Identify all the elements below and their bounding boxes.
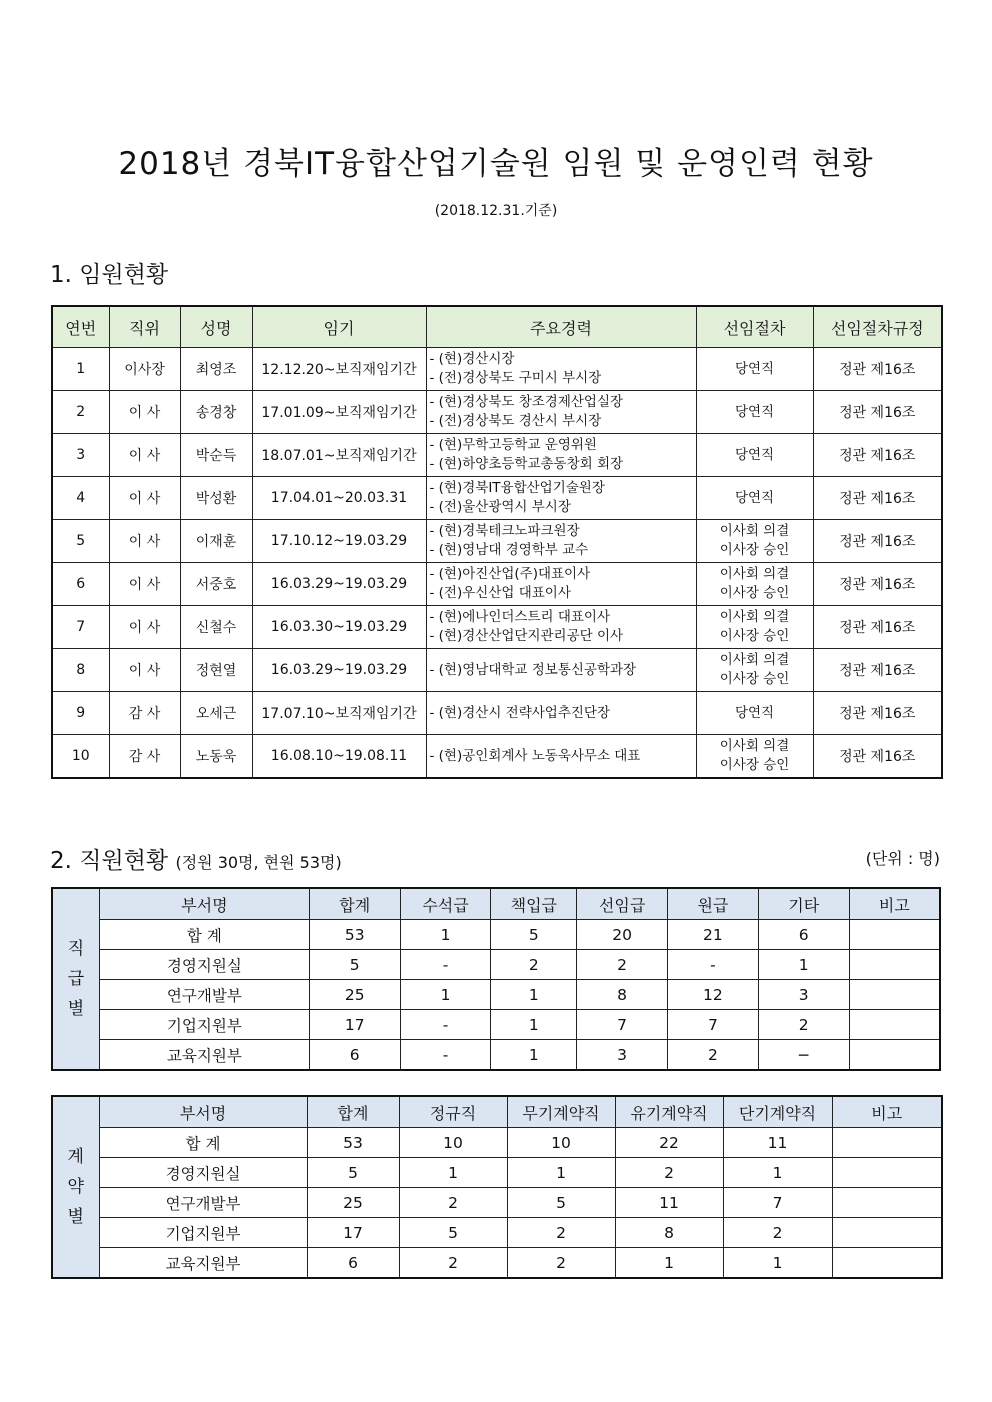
- executive-no: 9: [52, 692, 109, 735]
- executive-row: [52, 692, 942, 735]
- staff-header-cell: 단기계약직: [723, 1096, 832, 1128]
- staff-header-cell: 수석급: [400, 888, 491, 920]
- header-cell: 직위: [109, 306, 180, 348]
- executive-position: 이 사: [109, 391, 180, 434]
- side-label-char: 약: [67, 1177, 84, 1197]
- staff-count: 5: [307, 1158, 399, 1188]
- department-name: 합 계: [99, 920, 309, 950]
- staff-header-cell: 책입급: [491, 888, 577, 920]
- staff-count: 2: [399, 1188, 507, 1218]
- executive-no: 4: [52, 477, 109, 520]
- executive-term: 17.07.10~보직재임기간: [252, 692, 426, 735]
- executive-row: [52, 391, 942, 434]
- side-label-char: 계: [67, 1147, 84, 1167]
- procedure-line: 이사회 의결: [719, 652, 790, 668]
- header-cell: 임기: [252, 306, 426, 348]
- procedure-line: 이사회 의결: [719, 738, 790, 754]
- staff-header-cell: 비고: [849, 888, 940, 920]
- career-line: - (현)경산시 전략사업추진단장: [429, 704, 610, 721]
- section-staff-subtitle: (정원 30명, 현원 53명): [175, 853, 342, 872]
- page-title: 2018년 경북IT융합산업기술원 임원 및 운영인력 현황: [118, 146, 874, 182]
- staff-by-contract-table: [51, 1095, 943, 1279]
- executive-term: 16.03.29~19.03.29: [252, 563, 426, 606]
- career-line: - (전)경상북도 구미시 부시장: [429, 370, 602, 386]
- executive-rule: 정관 제16조: [813, 649, 942, 692]
- staff-count: 20: [577, 920, 668, 950]
- executive-name: 서중호: [180, 563, 252, 606]
- procedure-line: 이사회 의결: [719, 566, 790, 582]
- staff-count: 1: [758, 950, 849, 980]
- staff-count: 2: [399, 1248, 507, 1279]
- staff-count: 10: [399, 1128, 507, 1158]
- career-line: - (전)우신산업 대표이사: [429, 585, 571, 601]
- section-executives-heading: 1. 임원현황: [50, 262, 169, 288]
- career-line: - (현)경산시장: [429, 351, 515, 367]
- executive-row: [52, 348, 942, 391]
- staff-row: [52, 1248, 942, 1279]
- staff-by-grade-table: [51, 887, 941, 1071]
- staff-count: 2: [668, 1040, 759, 1071]
- career-line: - (현)하양초등학교총동창회 회장: [429, 456, 624, 472]
- staff-count: 1: [399, 1158, 507, 1188]
- staff-count: [849, 980, 940, 1010]
- staff-count: 53: [307, 1128, 399, 1158]
- executive-no: 1: [52, 348, 109, 391]
- procedure-line: 이사장 승인: [719, 671, 790, 687]
- executive-no: 7: [52, 606, 109, 649]
- staff-count: 6: [758, 920, 849, 950]
- staff-header-row: [52, 888, 940, 920]
- department-name: 연구개발부: [99, 980, 309, 1010]
- executive-term: 18.07.01~보직재임기간: [252, 434, 426, 477]
- career-line: - (현)경북IT융합산업기술원장: [429, 480, 605, 496]
- staff-header-cell: 합계: [307, 1096, 399, 1128]
- executive-no: 10: [52, 735, 109, 779]
- executive-rule: 정관 제16조: [813, 520, 942, 563]
- department-name: 기업지원부: [99, 1218, 307, 1248]
- side-label-char: 별: [67, 1207, 84, 1227]
- career-line: - (현)경산산업단지관리공단 이사: [429, 628, 624, 644]
- executive-career: [426, 606, 696, 649]
- career-line: - (현)경상북도 창조경제산업실장: [429, 394, 624, 410]
- staff-row: [52, 1010, 940, 1040]
- career-line: - (현)아진산업(주)대표이사: [429, 566, 591, 582]
- executive-row: [52, 477, 942, 520]
- executive-term: 16.03.30~19.03.29: [252, 606, 426, 649]
- staff-count: 6: [309, 1040, 400, 1071]
- executive-row: [52, 520, 942, 563]
- executive-position: 이 사: [109, 520, 180, 563]
- staff-count: 2: [723, 1218, 832, 1248]
- staff-count: 10: [507, 1128, 615, 1158]
- staff-count: 3: [577, 1040, 668, 1071]
- career-line: - (현)영남대학교 정보통신공학과장: [429, 661, 637, 678]
- executive-name: 송경창: [180, 391, 252, 434]
- executive-term: 17.01.09~보직재임기간: [252, 391, 426, 434]
- executive-no: 8: [52, 649, 109, 692]
- procedure-line: 이사장 승인: [719, 585, 790, 601]
- executive-procedure: [696, 606, 813, 649]
- staff-count: 1: [491, 1040, 577, 1071]
- executive-career: [426, 434, 696, 477]
- staff-row: [52, 920, 940, 950]
- staff-count: 7: [577, 1010, 668, 1040]
- department-name: 연구개발부: [99, 1188, 307, 1218]
- procedure-line: 이사장 승인: [719, 542, 790, 558]
- executive-rule: 정관 제16조: [813, 434, 942, 477]
- executive-no: 6: [52, 563, 109, 606]
- career-line: - (현)경북테크노파크원장: [429, 523, 580, 539]
- executive-procedure: [696, 692, 813, 735]
- staff-count: 12: [668, 980, 759, 1010]
- staff-count: 17: [307, 1218, 399, 1248]
- procedure-line: 이사장 승인: [719, 757, 790, 773]
- executive-procedure: [696, 348, 813, 391]
- executive-procedure: [696, 735, 813, 779]
- executive-name: 이재훈: [180, 520, 252, 563]
- executive-rule: 정관 제16조: [813, 391, 942, 434]
- executive-name: 박순득: [180, 434, 252, 477]
- department-name: 교육지원부: [99, 1248, 307, 1279]
- career-line: - (현)에나인더스트리 대표이사: [429, 609, 610, 625]
- department-name: 기업지원부: [99, 1010, 309, 1040]
- staff-header-row: [52, 1096, 942, 1128]
- staff-count: 2: [577, 950, 668, 980]
- staff-header-cell: 기타: [758, 888, 849, 920]
- executive-no: 5: [52, 520, 109, 563]
- staff-row: [52, 950, 940, 980]
- side-label-char: 별: [67, 999, 85, 1019]
- staff-count: 53: [309, 920, 400, 950]
- staff-count: [832, 1218, 942, 1248]
- executive-row: [52, 434, 942, 477]
- department-name: 경영지원실: [99, 950, 309, 980]
- executive-career: [426, 649, 696, 692]
- basis-date: (2018.12.31.기준): [434, 203, 558, 219]
- career-line: - (현)무학고등학교 운영위원: [429, 437, 597, 453]
- department-name: 합 계: [99, 1128, 307, 1158]
- executive-row: [52, 649, 942, 692]
- career-line: - (현)영남대 경영학부 교수: [429, 542, 589, 558]
- executive-procedure: [696, 434, 813, 477]
- header-cell: 선임절차규정: [813, 306, 942, 348]
- executive-rule: 정관 제16조: [813, 477, 942, 520]
- side-label: [52, 888, 99, 1070]
- staff-count: [849, 1040, 940, 1071]
- staff-count: 6: [307, 1248, 399, 1279]
- staff-row: [52, 1188, 942, 1218]
- executive-career: [426, 520, 696, 563]
- staff-row: [52, 1158, 942, 1188]
- executive-position: 이 사: [109, 434, 180, 477]
- staff-count: 2: [615, 1158, 723, 1188]
- executive-position: 이 사: [109, 563, 180, 606]
- staff-count: 1: [491, 980, 577, 1010]
- staff-count: 2: [507, 1248, 615, 1279]
- procedure-line: 당연직: [734, 403, 775, 420]
- staff-count: [849, 920, 940, 950]
- staff-count: 8: [577, 980, 668, 1010]
- staff-count: 11: [723, 1128, 832, 1158]
- staff-header-cell: 비고: [832, 1096, 942, 1128]
- header-cell: 선임절차: [696, 306, 813, 348]
- side-label: [52, 1096, 99, 1278]
- header-cell: 연번: [52, 306, 109, 348]
- executive-career: [426, 735, 696, 779]
- staff-row: [52, 1218, 942, 1248]
- executive-career: [426, 348, 696, 391]
- staff-header-cell: 선임급: [577, 888, 668, 920]
- procedure-line: 당연직: [734, 489, 775, 506]
- executive-name: 신철수: [180, 606, 252, 649]
- staff-count: [832, 1128, 942, 1158]
- executive-position: 감 사: [109, 692, 180, 735]
- staff-count: 8: [615, 1218, 723, 1248]
- executive-position: 이 사: [109, 606, 180, 649]
- staff-count: 21: [668, 920, 759, 950]
- staff-count: 1: [615, 1248, 723, 1279]
- executive-career: [426, 391, 696, 434]
- executive-no: 3: [52, 434, 109, 477]
- staff-count: 5: [399, 1218, 507, 1248]
- staff-count: [849, 950, 940, 980]
- executive-name: 노동욱: [180, 735, 252, 779]
- staff-count: 1: [400, 920, 491, 950]
- executive-position: 이사장: [109, 348, 180, 391]
- career-line: - (전)경상북도 경산시 부시장: [429, 413, 602, 429]
- procedure-line: 당연직: [734, 446, 775, 463]
- unit-label: (단위 : 명): [865, 849, 940, 868]
- staff-header-cell: 합계: [309, 888, 400, 920]
- executive-position: 이 사: [109, 649, 180, 692]
- header-cell: 주요경력: [426, 306, 696, 348]
- executive-procedure: [696, 391, 813, 434]
- executive-rule: 정관 제16조: [813, 692, 942, 735]
- staff-count: 7: [723, 1188, 832, 1218]
- staff-header-cell: 부서명: [99, 1096, 307, 1128]
- staff-count: 1: [400, 980, 491, 1010]
- career-line: - (전)울산광역시 부시장: [429, 499, 571, 515]
- staff-count: -: [400, 950, 491, 980]
- executives-table: [51, 305, 943, 779]
- staff-header-cell: 원급: [668, 888, 759, 920]
- staff-count: 17: [309, 1010, 400, 1040]
- staff-header-cell: 유기계약직: [615, 1096, 723, 1128]
- executive-rule: 정관 제16조: [813, 735, 942, 779]
- staff-count: 5: [491, 920, 577, 950]
- procedure-line: 이사장 승인: [719, 628, 790, 644]
- staff-count: 2: [507, 1218, 615, 1248]
- header-cell: 성명: [180, 306, 252, 348]
- staff-row: [52, 1040, 940, 1071]
- staff-count: 25: [309, 980, 400, 1010]
- staff-count: [832, 1188, 942, 1218]
- staff-count: 5: [309, 950, 400, 980]
- staff-count: 7: [668, 1010, 759, 1040]
- executive-term: 16.08.10~19.08.11: [252, 735, 426, 779]
- executive-career: [426, 563, 696, 606]
- department-name: 경영지원실: [99, 1158, 307, 1188]
- executive-rule: 정관 제16조: [813, 348, 942, 391]
- procedure-line: 당연직: [734, 360, 775, 377]
- staff-count: -: [400, 1010, 491, 1040]
- staff-count: 5: [507, 1188, 615, 1218]
- staff-header-cell: 무기계약직: [507, 1096, 615, 1128]
- staff-count: 3: [758, 980, 849, 1010]
- executive-name: 오세근: [180, 692, 252, 735]
- staff-count: 2: [758, 1010, 849, 1040]
- side-label-char: 직: [67, 939, 85, 959]
- staff-count: -: [400, 1040, 491, 1071]
- executive-term: 12.12.20~보직재임기간: [252, 348, 426, 391]
- executive-term: 17.04.01~20.03.31: [252, 477, 426, 520]
- staff-count: 1: [723, 1158, 832, 1188]
- staff-row: [52, 1128, 942, 1158]
- executive-term: 17.10.12~19.03.29: [252, 520, 426, 563]
- staff-count: [832, 1158, 942, 1188]
- staff-count: [849, 1010, 940, 1040]
- executive-procedure: [696, 520, 813, 563]
- executive-name: 박성환: [180, 477, 252, 520]
- staff-row: [52, 980, 940, 1010]
- staff-count: 1: [491, 1010, 577, 1040]
- procedure-line: 이사회 의결: [719, 523, 790, 539]
- executive-term: 16.03.29~19.03.29: [252, 649, 426, 692]
- staff-count: 2: [491, 950, 577, 980]
- department-name: 교육지원부: [99, 1040, 309, 1071]
- executive-career: [426, 477, 696, 520]
- executive-row: [52, 735, 942, 779]
- procedure-line: 당연직: [734, 704, 775, 721]
- staff-header-cell: 부서명: [99, 888, 309, 920]
- executive-name: 최영조: [180, 348, 252, 391]
- procedure-line: 이사회 의결: [719, 609, 790, 625]
- staff-count: 22: [615, 1128, 723, 1158]
- executive-row: [52, 563, 942, 606]
- staff-count: 25: [307, 1188, 399, 1218]
- staff-count: -: [668, 950, 759, 980]
- executives-header-row: [52, 306, 942, 348]
- career-line: - (현)공인회계사 노동욱사무소 대표: [429, 747, 641, 764]
- executive-row: [52, 606, 942, 649]
- executive-procedure: [696, 477, 813, 520]
- side-label-char: 급: [67, 969, 85, 989]
- staff-count: 1: [507, 1158, 615, 1188]
- staff-count: −: [758, 1040, 849, 1071]
- staff-count: 11: [615, 1188, 723, 1218]
- staff-count: [832, 1248, 942, 1279]
- section-staff-title: 2. 직원현황: [50, 848, 169, 874]
- executive-procedure: [696, 649, 813, 692]
- executive-no: 2: [52, 391, 109, 434]
- staff-header-cell: 정규직: [399, 1096, 507, 1128]
- executive-career: [426, 692, 696, 735]
- executive-position: 이 사: [109, 477, 180, 520]
- executive-rule: 정관 제16조: [813, 606, 942, 649]
- staff-count: 1: [723, 1248, 832, 1279]
- executive-rule: 정관 제16조: [813, 563, 942, 606]
- executive-name: 정현열: [180, 649, 252, 692]
- executive-procedure: [696, 563, 813, 606]
- section-staff-heading: [50, 842, 342, 875]
- executive-position: 감 사: [109, 735, 180, 779]
